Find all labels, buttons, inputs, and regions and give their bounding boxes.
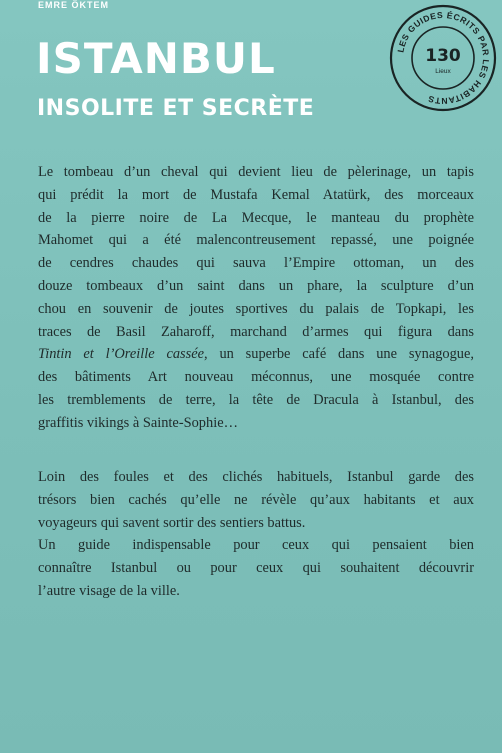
blurb-line: des bâtiments Art nouveau méconnus, une mosquée contre xyxy=(38,369,474,386)
blurb-line: chou en souvenir de joutes sportives du palais de Topkapi, les xyxy=(38,300,474,317)
blurb-line: voyageurs qui savent sortir des sentiers battus. xyxy=(38,514,306,531)
blurb-line: Loin des foules et des clichés habituels, Istanbul garde des xyxy=(38,469,474,485)
blurb-line-rest: , un superbe café dans une synagogue, xyxy=(204,346,474,363)
blurb-line: graffitis vikings à Sainte-Sophie… xyxy=(38,414,238,431)
badge-small-label: Lieux xyxy=(435,68,451,75)
book-title: ISTANBUL xyxy=(36,34,276,83)
blurb-line: Le tombeau d’un cheval qui devient lieu de pèlerinage, un tapis xyxy=(38,164,474,180)
blurb-paragraph-3 xyxy=(38,534,474,602)
blurb-paragraph-2 xyxy=(38,466,474,534)
blurb-line-with-title xyxy=(38,343,474,366)
blurb-line: les tremblements de terre, la tête de Dracula à Istanbul, des xyxy=(38,391,474,408)
blurb-line: qui prédit la mort de Mustafa Kemal Atatürk, des morceaux xyxy=(38,186,474,203)
author-name: EMRE ÖKTEM xyxy=(38,0,110,10)
blurb-line: de cendres chaudes qui sauva l’Empire ottoman, un des xyxy=(38,255,474,272)
book-subtitle: INSOLITE ET SECRÈTE xyxy=(37,96,315,121)
guide-badge-icon xyxy=(388,3,498,113)
blurb-line: Un guide indispensable pour ceux qui pensaient bien xyxy=(38,537,474,553)
blurb-line: connaître Istanbul ou pour ceux qui souhaitent découvrir xyxy=(38,559,474,576)
blurb-line: douze tombeaux d’un saint dans un phare, la sculpture d’un xyxy=(38,277,474,294)
blurb-line: l’autre visage de la ville. xyxy=(38,582,180,599)
blurb-line: traces de Basil Zaharoff, marchand d’armes qui figura dans xyxy=(38,323,474,340)
blurb-line: Mahomet qui a été malencontreusement repassé, une poignée xyxy=(38,232,474,249)
blurb-paragraph-1 xyxy=(38,161,474,435)
badge-ring-text: LES GUIDES ÉCRITS PAR LES HABITANTS xyxy=(395,9,492,107)
blurb-line: trésors bien cachés qu’elle ne révèle qu’aux habitants et aux xyxy=(38,491,474,508)
badge-number: 130 xyxy=(425,46,461,66)
blurb-line: de la pierre noire de La Mecque, le manteau du prophète xyxy=(38,209,474,226)
book-reference: Tintin et l’Oreille cassée xyxy=(38,346,205,363)
